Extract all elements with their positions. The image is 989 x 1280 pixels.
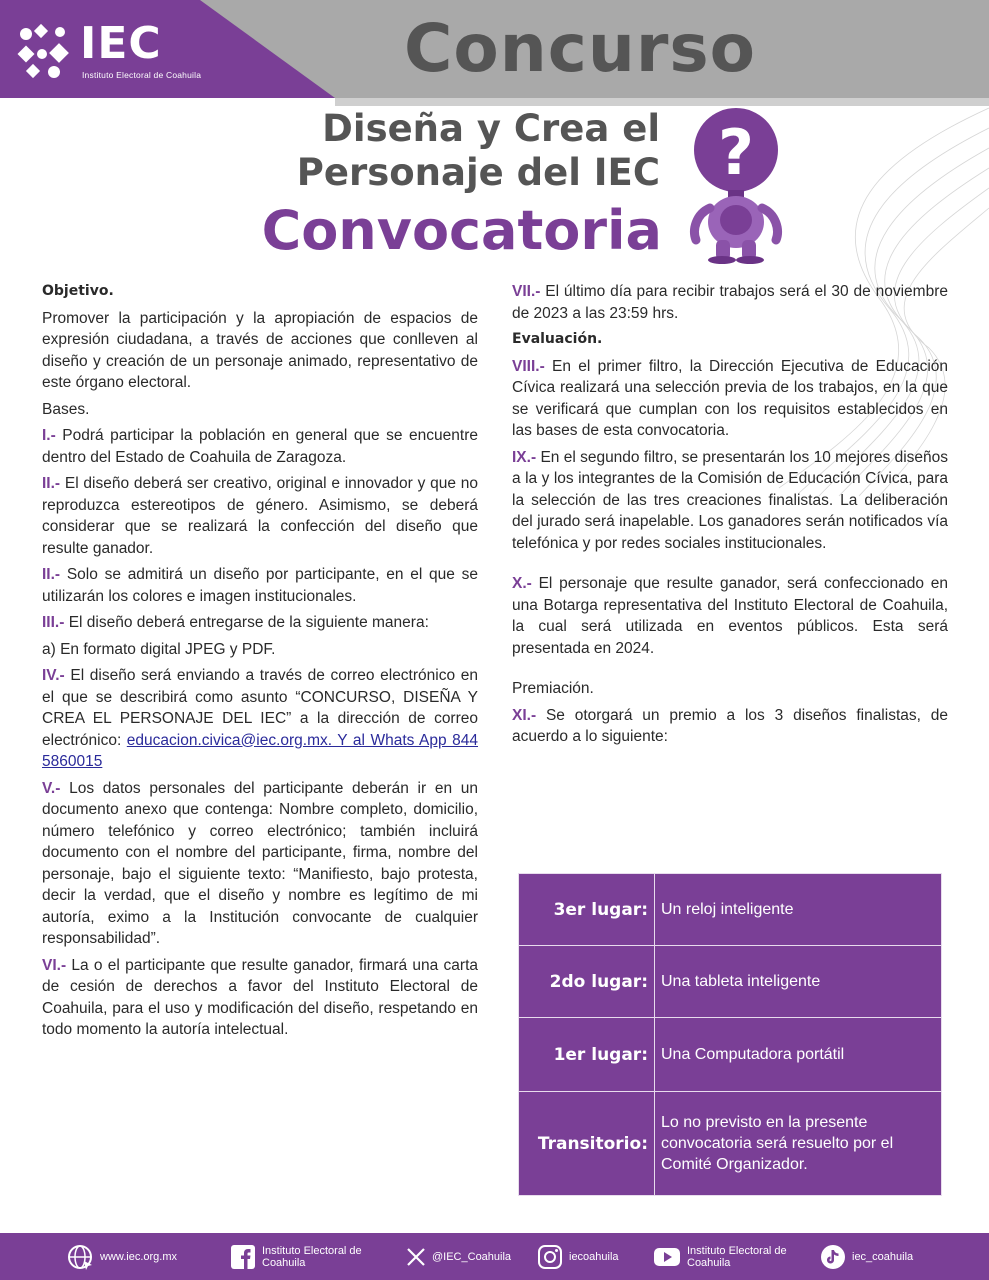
base-8-number: VII.- — [512, 283, 541, 300]
transitory-label: Transitorio: — [519, 1092, 655, 1196]
base-11 — [512, 573, 948, 659]
base-2-text: El diseño deberá ser creativo, original e innovador y que no reproduzca estereotipos de género. Asimismo, se deberá considerar que se realizará la confección del diseño que resulte ganador. — [42, 475, 478, 557]
base-3 — [42, 564, 478, 607]
base-12-text: Se otorgará un premio a los 3 diseños finalistas, de acuerdo a lo siguiente: — [512, 706, 948, 745]
title-convocatoria: Convocatoria — [261, 199, 662, 262]
iec-logo-icon — [14, 20, 76, 82]
base-2-number: II.- — [42, 475, 61, 492]
prize-row — [519, 1092, 942, 1196]
objective-heading: Objetivo. — [42, 283, 114, 299]
base-5 — [42, 665, 478, 773]
banner-title: Concurso — [403, 10, 757, 87]
footer-facebook[interactable] — [230, 1233, 372, 1280]
x-twitter-icon — [406, 1247, 426, 1267]
prize-label: 3er lugar: — [519, 874, 655, 946]
base-7 — [42, 955, 478, 1041]
base-1-text: Podrá participar la población en general que se encuentre dentro del Estado de Coahuila de Zaragoza. — [42, 427, 478, 466]
base-3-text: Solo se admitirá un diseño por participante, en el que se utilizarán los colores e imagen institucionales. — [42, 566, 478, 605]
base-12-number: XI.- — [512, 706, 537, 724]
prize-row — [519, 946, 942, 1018]
base-12 — [512, 705, 948, 748]
base-8 — [512, 281, 948, 324]
base-11-text: El personaje que resulte ganador, será confeccionado en una Botarga representativa del Instituto Electoral de Coahuila, la cual será utilizada en eventos públicos. Esta será presentada en 2024. — [512, 575, 948, 657]
prize-label: 2do lugar: — [519, 946, 655, 1018]
facebook-icon — [230, 1244, 256, 1270]
footer-instagram[interactable] — [537, 1233, 619, 1280]
mascot-question-icon — [682, 104, 788, 264]
base-10-text: En el segundo filtro, se presentarán los 10 mejores diseños a la y los integrantes de la Comisión de Educación Cívica, para la selección de las tres creaciones finalistas. La deliberación del jurado será inapelable. Los ganadores serán notificados vía telefónica y por redes sociales institucionales. — [512, 448, 948, 552]
prize-row — [519, 874, 942, 946]
prize-row — [519, 1018, 942, 1092]
left-column — [42, 281, 478, 1046]
twitter-text: @IEC_Coahuila — [432, 1250, 512, 1263]
base-2 — [42, 473, 478, 559]
base-4-number: III.- — [42, 614, 65, 631]
title-line-1: Diseña y Crea el — [322, 107, 660, 150]
base-4-text: El diseño deberá entregarse de la siguiente manera: — [68, 614, 429, 631]
right-column — [512, 281, 948, 753]
footer-youtube[interactable] — [653, 1233, 793, 1280]
base-7-number: VI.- — [42, 956, 67, 974]
footer-website[interactable] — [66, 1233, 177, 1280]
base-10-number: IX.- — [512, 448, 537, 466]
base-4-format: a) En formato digital JPEG y PDF. — [42, 640, 276, 658]
website-text: www.iec.org.mx — [100, 1250, 178, 1263]
base-9 — [512, 356, 948, 442]
youtube-icon — [653, 1246, 681, 1268]
base-10 — [512, 447, 948, 555]
transitory-value: Lo no previsto en la presente convocatoria será resuelto por el Comité Organizador. — [655, 1092, 942, 1196]
svg-text:?: ? — [718, 116, 754, 189]
base-6 — [42, 778, 478, 950]
evaluation-heading: Evaluación. — [512, 331, 603, 347]
award-label: Premiación. — [512, 680, 594, 697]
footer-twitter[interactable] — [406, 1233, 511, 1280]
base-9-text: En el primer filtro, la Dirección Ejecutiva de Educación Cívica realizará una selección previa de los trabajos, en la que se verificará que cumplan con los requisitos establecidos en las bases de esta convocatoria. — [512, 357, 949, 439]
footer — [0, 1233, 989, 1280]
prize-value: Una tableta inteligente — [655, 946, 942, 1018]
base-8-text: El último día para recibir trabajos será el 30 de noviembre de 2023 a las 23:59 hrs. — [512, 283, 948, 322]
instagram-text: iecoahuila — [569, 1250, 619, 1263]
bases-label: Bases. — [42, 400, 90, 418]
logo-subtitle: Instituto Electoral de Coahuila — [82, 70, 202, 80]
prize-value: Una Computadora portátil — [655, 1018, 942, 1092]
base-1 — [42, 425, 478, 468]
base-11-number: X.- — [512, 575, 532, 592]
youtube-text: Instituto Electoral de Coahuila — [687, 1244, 787, 1269]
prize-label: 1er lugar: — [519, 1018, 655, 1092]
base-3-number: II.- — [42, 566, 61, 583]
tiktok-icon — [820, 1244, 846, 1270]
base-5-number: IV.- — [42, 667, 65, 684]
base-1-number: I.- — [42, 427, 56, 444]
prize-value: Un reloj inteligente — [655, 874, 942, 946]
base-4 — [42, 612, 478, 634]
objective-text: Promover la participación y la apropiación de espacios de expresión ciudadana, a través de acciones que conlleven al diseño y creación de un personaje animado, representativo de este órgano electoral. — [42, 309, 478, 391]
base-6-number: V.- — [42, 779, 61, 797]
tiktok-text: iec_coahuila — [852, 1250, 914, 1263]
base-5-text: El diseño será enviando a través de correo electrónico en el que se describirá como asunto “CONCURSO, DISEÑA Y CREA EL PERSONAJE DEL IEC” a la dirección de correo electrónico: — [42, 667, 478, 749]
email-link[interactable]: educacion.civica@iec.org.mx. Y al Whats App 844 5860015 — [42, 731, 478, 770]
logo-text: IEC — [80, 18, 162, 69]
prizes-table — [518, 873, 942, 1196]
base-6-text: Los datos personales del participante deberán ir en un documento anexo que contenga: Nombre completo, domicilio, número telefónico y correo electrónico; también incluirá documento con el nombre del participante, firma, nombre del personaje, bajo el siguiente texto: “Manifiesto, bajo protesta, decir la verdad, que el diseño y nombre es legítimo de mi autoría, eximo a la Institución convocante de cualquier responsabilidad”. — [42, 779, 478, 947]
base-9-number: VIII.- — [512, 357, 545, 375]
facebook-text: Instituto Electoral de Coahuila — [262, 1244, 362, 1269]
instagram-icon — [537, 1244, 563, 1270]
footer-tiktok[interactable] — [820, 1233, 913, 1280]
base-7-text: La o el participante que resulte ganador, firmará una carta de cesión de derechos a favor del Instituto Electoral de Coahuila, para el uso y modificación del diseño, respetando en todo momento la autoría intelectual. — [42, 956, 478, 1038]
title-line-2: Personaje del IEC — [296, 151, 660, 194]
globe-icon — [66, 1243, 94, 1271]
